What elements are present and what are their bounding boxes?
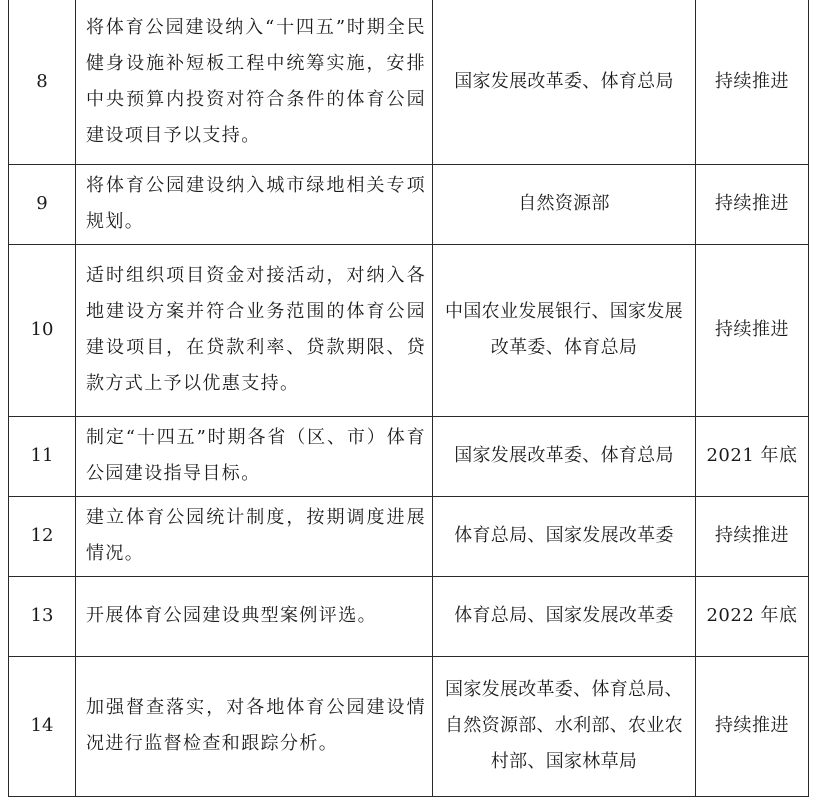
completion-time: 持续推进 [696,164,809,244]
row-number: 10 [9,244,76,416]
table-row [9,416,809,496]
task-description: 适时组织项目资金对接活动，对纳入各地建设方案并符合业务范围的体育公园建设项目，在贷款利率、贷款期限、贷款方式上予以优惠支持。 [76,244,433,416]
table-row [9,244,809,416]
completion-time: 持续推进 [696,0,809,164]
task-description: 建立体育公园统计制度，按期调度进展情况。 [76,496,433,576]
completion-time: 2021 年底 [696,416,809,496]
table-row [9,576,809,656]
task-description: 加强督查落实，对各地体育公园建设情况进行监督检查和跟踪分析。 [76,656,433,796]
responsible-departments: 体育总局、国家发展改革委 [433,496,696,576]
responsible-departments: 自然资源部 [433,164,696,244]
row-number: 8 [9,0,76,164]
table-row [9,0,809,164]
responsible-departments: 体育总局、国家发展改革委 [433,576,696,656]
row-number: 14 [9,656,76,796]
responsible-departments: 国家发展改革委、体育总局 [433,0,696,164]
responsible-departments: 国家发展改革委、体育总局、自然资源部、水利部、农业农村部、国家林草局 [433,656,696,796]
row-number: 9 [9,164,76,244]
task-description: 将体育公园建设纳入“十四五”时期全民健身设施补短板工程中统筹实施，安排中央预算内投资对符合条件的体育公园建设项目予以支持。 [76,0,433,164]
row-number: 13 [9,576,76,656]
responsible-departments: 中国农业发展银行、国家发展改革委、体育总局 [433,244,696,416]
table-row [9,656,809,796]
completion-time: 2022 年底 [696,576,809,656]
table-row [9,496,809,576]
completion-time: 持续推进 [696,244,809,416]
responsible-departments: 国家发展改革委、体育总局 [433,416,696,496]
row-number: 12 [9,496,76,576]
completion-time: 持续推进 [696,656,809,796]
row-number: 11 [9,416,76,496]
table-row [9,164,809,244]
task-description: 开展体育公园建设典型案例评选。 [76,576,433,656]
task-table [8,0,809,797]
completion-time: 持续推进 [696,496,809,576]
task-description: 将体育公园建设纳入城市绿地相关专项规划。 [76,164,433,244]
task-description: 制定“十四五”时期各省（区、市）体育公园建设指导目标。 [76,416,433,496]
